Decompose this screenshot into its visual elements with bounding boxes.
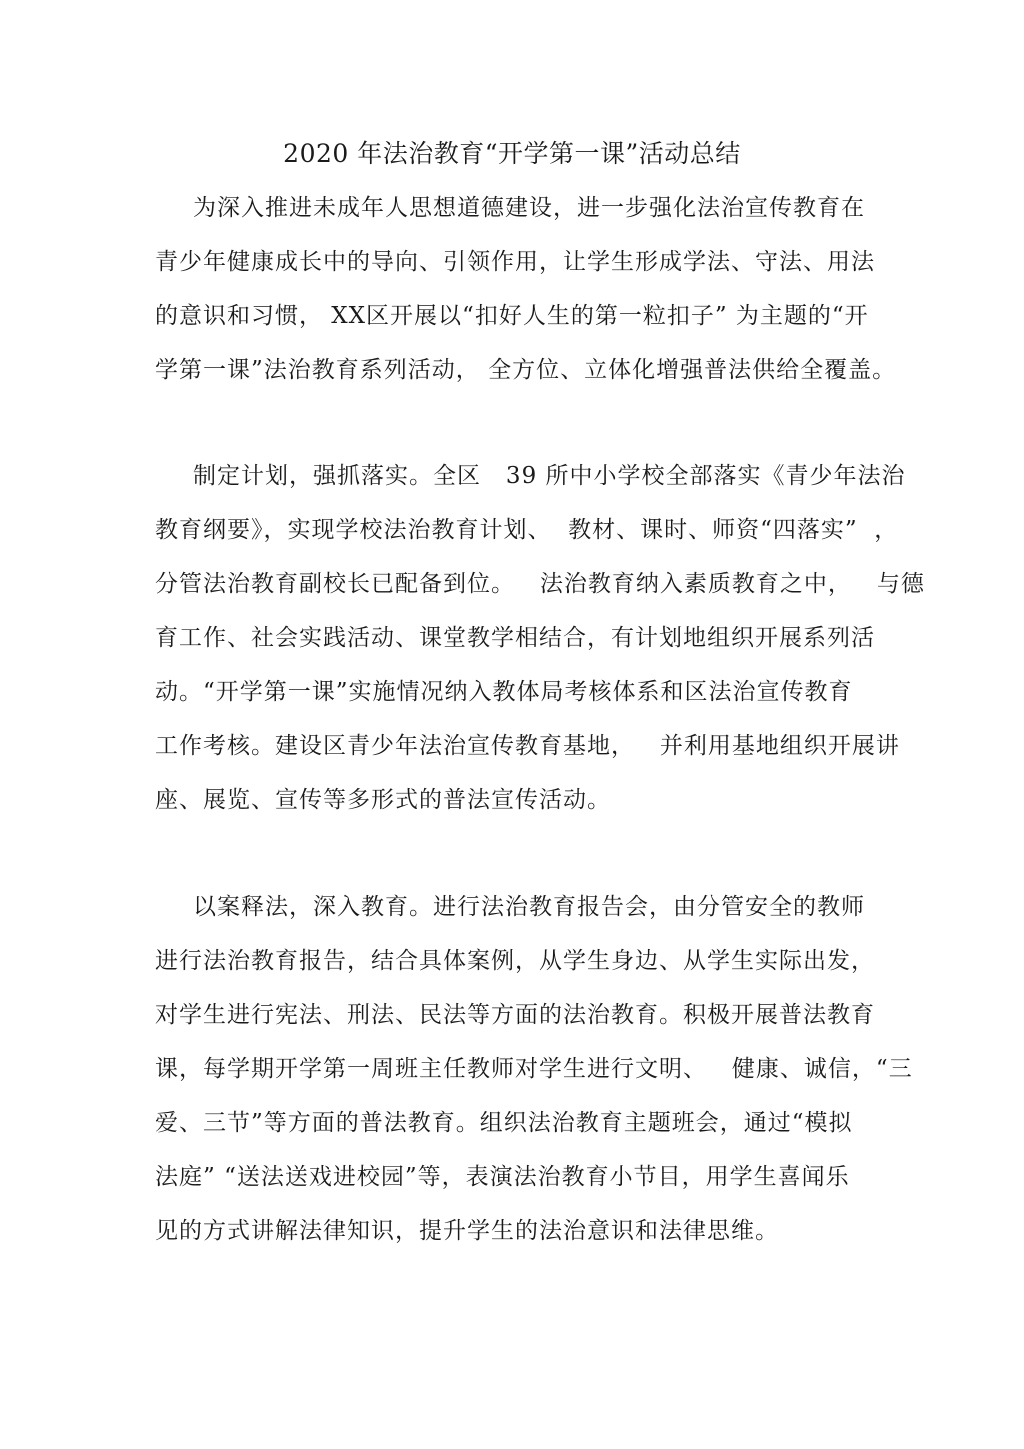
paragraph-1-line-4: 学第一课”法治教育系列活动， 全方位、立体化增强普法供给全覆盖。 bbox=[155, 357, 897, 383]
paragraph-2-line-4: 育工作、社会实践活动、课堂教学相结合，有计划地组织开展系列活 bbox=[155, 625, 875, 651]
document-title: 2020 年法治教育“开学第一课”活动总结 bbox=[283, 139, 741, 168]
paragraph-2-line-5: 动。“开学第一课”实施情况纳入教体局考核体系和区法治宣传教育 bbox=[155, 679, 853, 705]
paragraph-3-line-7: 见的方式讲解法律知识，提升学生的法治意识和法律思维。 bbox=[155, 1218, 779, 1244]
paragraph-3-line-5: 爱、三节”等方面的普法教育。组织法治教育主题班会，通过“模拟 bbox=[155, 1110, 853, 1136]
paragraph-3-line-3: 对学生进行宪法、刑法、民法等方面的法治教育。积极开展普法教育 bbox=[155, 1002, 875, 1028]
paragraph-2-line-6: 工作考核。建设区青少年法治宣传教育基地， 并利用基地组织开展讲 bbox=[155, 733, 900, 759]
paragraph-3-line-4: 课，每学期开学第一周班主任教师对学生进行文明、 健康、诚信，“三 bbox=[155, 1056, 913, 1082]
paragraph-3-line-2: 进行法治教育报告，结合具体案例，从学生身边、从学生实际出发， bbox=[155, 948, 875, 974]
paragraph-1-line-3: 的意识和习惯， XX区开展以“扣好人生的第一粒扣子” 为主题的“开 bbox=[155, 303, 869, 329]
paragraph-1-line-1: 为深入推进未成年人思想道德建设，进一步强化法治宣传教育在 bbox=[193, 195, 865, 221]
paragraph-2-line-7: 座、展览、宣传等多形式的普法宣传活动。 bbox=[155, 787, 611, 813]
paragraph-2-line-2: 教育纲要》，实现学校法治教育计划、 教材、课时、师资“四落实” ， bbox=[155, 517, 899, 543]
paragraph-3-line-6: 法庭” “送法送戏进校园”等，表演法治教育小节目，用学生喜闻乐 bbox=[155, 1164, 850, 1190]
paragraph-1-line-2: 青少年健康成长中的导向、引领作用，让学生形成学法、守法、用法 bbox=[155, 249, 875, 275]
paragraph-2-line-1: 制定计划，强抓落实。全区 39 所中小学校全部落实《青少年法治 bbox=[193, 463, 906, 489]
paragraph-2-line-3: 分管法治教育副校长已配备到位。 法治教育纳入素质教育之中， 与德 bbox=[155, 571, 925, 597]
paragraph-3-line-1: 以案释法，深入教育。进行法治教育报告会，由分管安全的教师 bbox=[193, 894, 865, 920]
